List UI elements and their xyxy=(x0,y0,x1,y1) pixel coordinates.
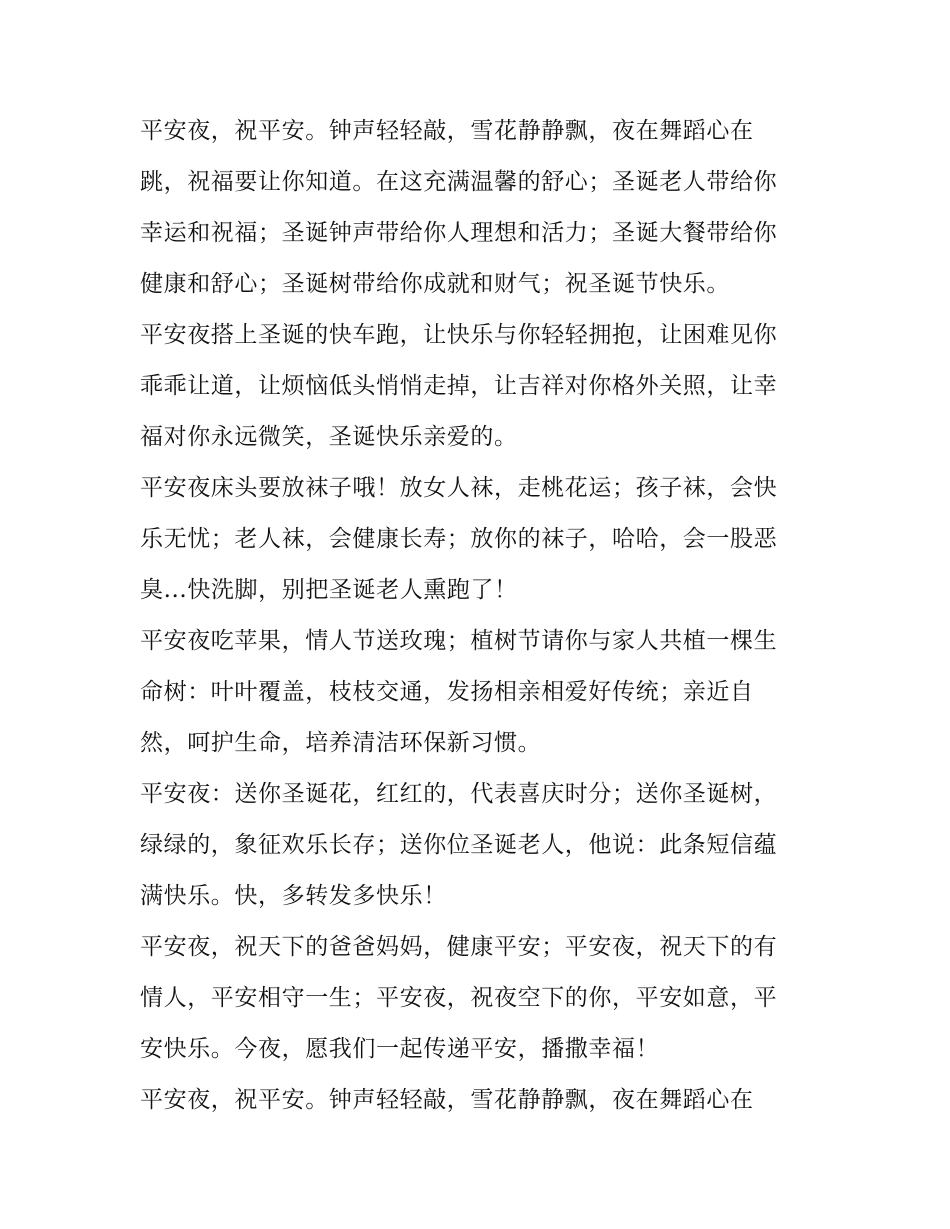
paragraph-line: 幸运和祝福；圣诞钟声带给你人理想和活力；圣诞大餐带给你 xyxy=(140,220,778,246)
document-body xyxy=(140,106,820,1126)
paragraph-2 xyxy=(140,310,820,463)
paragraph-line: 平安夜吃苹果，情人节送玫瑰；植树节请你与家人共植一棵生 xyxy=(140,628,778,654)
paragraph-line: 乖乖让道，让烦恼低头悄悄走掉，让吉祥对你格外关照，让幸 xyxy=(140,373,778,399)
paragraph-line: 安快乐。今夜，愿我们一起传递平安，播撒幸福！ xyxy=(140,1036,660,1062)
paragraph-5 xyxy=(140,769,820,922)
paragraph-line: 平安夜，祝天下的爸爸妈妈，健康平安；平安夜，祝天下的有 xyxy=(140,934,778,960)
paragraph-1 xyxy=(140,106,820,310)
paragraph-line: 满快乐。快，多转发多快乐！ xyxy=(140,883,447,909)
paragraph-4 xyxy=(140,616,820,769)
paragraph-line: 福对你永远微笑，圣诞快乐亲爱的。 xyxy=(140,424,518,450)
paragraph-line: 绿绿的，象征欢乐长存；送你位圣诞老人，他说：此条短信蕴 xyxy=(140,832,778,858)
paragraph-line: 平安夜床头要放袜子哦！放女人袜，走桃花运；孩子袜，会快 xyxy=(140,475,778,501)
paragraph-line: 然，呵护生命，培养清洁环保新习惯。 xyxy=(140,730,542,756)
paragraph-7 xyxy=(140,1075,820,1126)
paragraph-line: 跳，祝福要让你知道。在这充满温馨的舒心；圣诞老人带给你 xyxy=(140,169,778,195)
paragraph-6 xyxy=(140,922,820,1075)
paragraph-line: 平安夜，祝平安。钟声轻轻敲，雪花静静飘，夜在舞蹈心在 xyxy=(140,118,754,144)
paragraph-line: 臭...快洗脚，别把圣诞老人熏跑了！ xyxy=(140,577,518,603)
paragraph-line: 乐无忧；老人袜，会健康长寿；放你的袜子，哈哈，会一股恶 xyxy=(140,526,778,552)
paragraph-line: 健康和舒心；圣诞树带给你成就和财气；祝圣诞节快乐。 xyxy=(140,271,730,297)
paragraph-line: 平安夜：送你圣诞花，红红的，代表喜庆时分；送你圣诞树， xyxy=(140,781,778,807)
paragraph-3 xyxy=(140,463,820,616)
paragraph-line: 命树：叶叶覆盖，枝枝交通，发扬相亲相爱好传统；亲近自 xyxy=(140,679,754,705)
paragraph-line: 平安夜搭上圣诞的快车跑，让快乐与你轻轻拥抱，让困难见你 xyxy=(140,322,778,348)
paragraph-line: 情人，平安相守一生；平安夜，祝夜空下的你，平安如意，平 xyxy=(140,985,778,1011)
paragraph-line: 平安夜，祝平安。钟声轻轻敲，雪花静静飘，夜在舞蹈心在 xyxy=(140,1087,754,1113)
